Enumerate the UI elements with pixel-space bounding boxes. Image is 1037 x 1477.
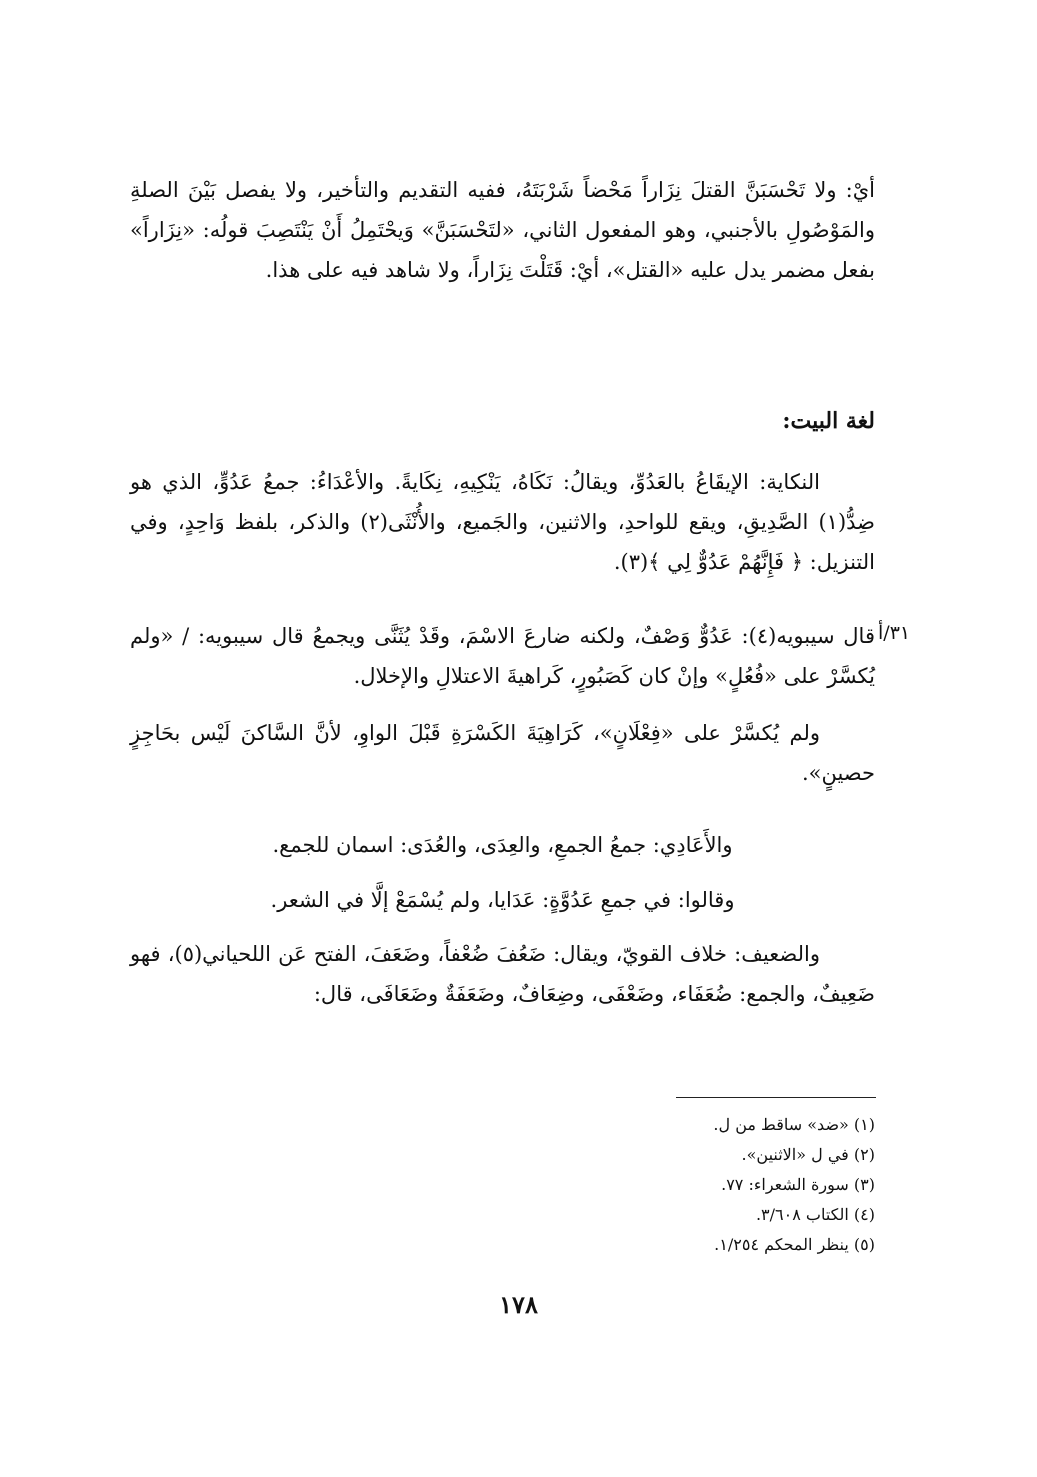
footnote-4: (٤) الكتاب ٣/٦٠٨. — [755, 1205, 875, 1224]
paragraph-grammar-note: أيْ: ولا تَحْسَبَنَّ القتلَ نِزَاراً مَحْضاً شَرْبَتَهُ، ففيه التقديم والتأخير، ولا يفصل بَيْنَ الصلةِ والمَوْصُولِ بالأجنبي، وهو المفعول الثاني، «لتَحْسَبَنَّ» وَيحْتَمِلُ أَنْ يَنْتَصِبَ قولُه: «نِزَاراً» بفعل مضمر يدل عليه «القتل»، أيْ: قَتَلْتَ نِزَاراً، ولا شاهد فيه على هذا. — [130, 178, 875, 282]
paragraph-aadi: والأَعَادِي: جمعُ الجمعِ، والعِدَى، والعُدَى: اسمان للجمع. — [272, 833, 733, 857]
footnote-1: (١) «ضد» ساقط من ل. — [713, 1115, 875, 1134]
paragraph-sibawayh: قال سيبويه(٤): عَدُوٌّ وَصْفٌ، ولكنه ضارعَ الاسْمَ، وقَدْ يُثَنَّى ويجمعُ قال سيبويه: / «ولم يُكسَّرْ على «فُعُلٍ» وإنْ كان كَصَبُورٍ، كَراهيةَ الاعتلالِ والإخلال. — [130, 624, 875, 688]
footnote-2: (٢) في ل «الاثنين». — [741, 1145, 875, 1164]
paragraph-fiqlan: ولم يُكسَّرْ على «فِعْلَانٍ»، كَرَاهِيَةَ الكَسْرَةِ قَبْلَ الواوِ، لأنَّ السَّاكنَ لَيْس بحَاجِزٍ حصينٍ». — [130, 721, 875, 785]
paragraph-daif: والضعيف: خلاف القويّ، ويقال: ضَعُفَ ضُعْفاً، وضَعَفَ، الفتح عَن اللحياني(٥)، فهو ضَعِيفٌ، والجمع: ضُعَفَاء، وضَعْفَى، وضِعَافٌ، وضَعَفَةٌ وضَعَافَى، قال: — [130, 942, 875, 1006]
page-number: ١٧٨ — [499, 1290, 538, 1319]
paragraph-adaya: وقالوا: في جمعِ عَدُوَّةٍ: عَدَايا، ولم يُسْمَعْ إلَّا في الشعر. — [270, 888, 735, 912]
margin-folio-reference: ٣١/أ — [878, 622, 911, 644]
footnote-3: (٣) سورة الشعراء: ٧٧. — [721, 1175, 875, 1194]
section-heading: لغة البيت: — [782, 408, 875, 434]
paragraph-nikaya: النكاية: الإيقَاعُ بالعَدُوِّ، ويقالُ: نَكَاهُ، يَنْكِيهِ، نِكَايةً. والأعْدَاءُ: جمعُ عَدُوٍّ، الذي هو ضِدُّ(١) الصَّدِيقِ، ويقع للواحدِ، والاثنين، والجَميع، والأُنْثَى(٢) والذكر، بلفظ وَاحِدٍ، وفي التنزيل: ﴿ فَإِنَّهُمْ عَدُوٌّ لِي ﴾(٣). — [130, 470, 875, 574]
footnote-divider — [676, 1097, 876, 1098]
footnote-5: (٥) ينظر المحكم ١/٢٥٤. — [714, 1235, 875, 1254]
